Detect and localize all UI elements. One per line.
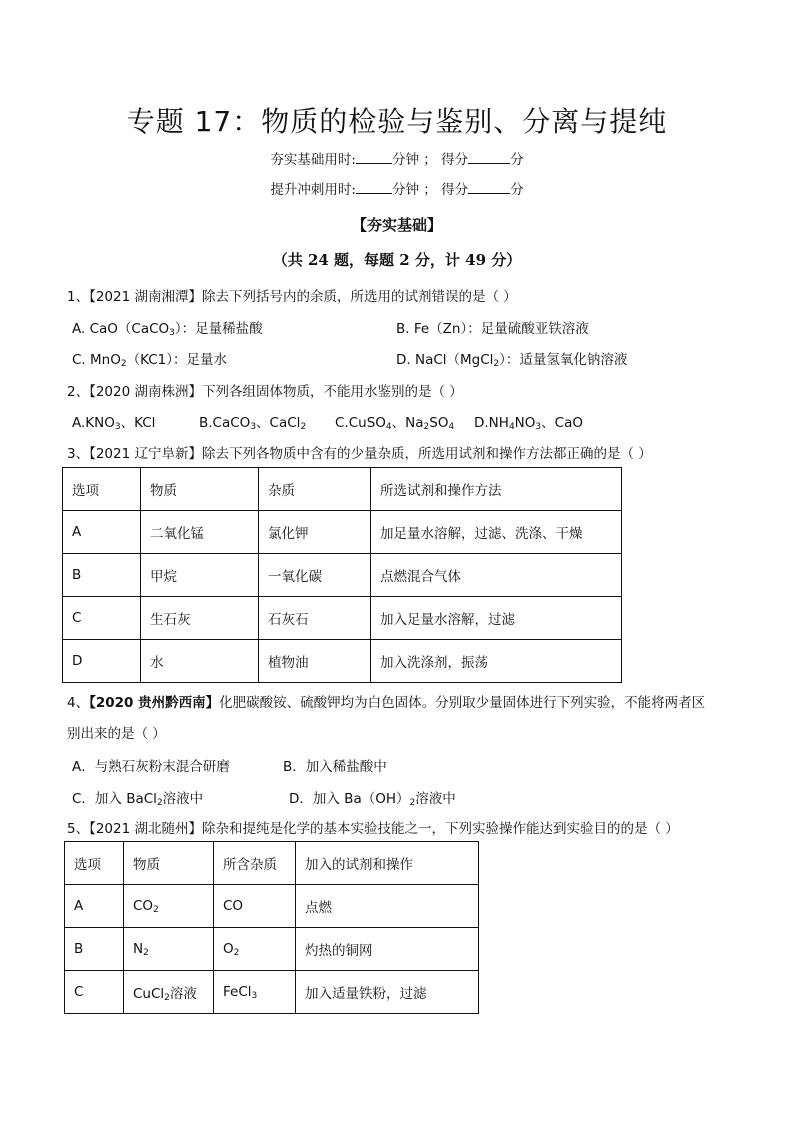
score-blank[interactable]	[468, 151, 510, 164]
q3-table	[62, 467, 622, 683]
q1-option-c[interactable]	[72, 348, 227, 369]
time-label: 夯实基础用时:	[270, 152, 356, 168]
subscript: 2	[153, 904, 159, 915]
time-line-basic	[0, 148, 794, 168]
question-3	[67, 442, 652, 462]
table-cell: 点燃混合气体	[371, 554, 622, 597]
question-source: 【2020 贵州黔西南】	[89, 695, 220, 711]
table-cell: 二氧化锰	[141, 511, 259, 554]
table-cell: 一氧化碳	[259, 554, 371, 597]
subscript: 2	[493, 359, 500, 369]
option-text: C. MnO	[72, 352, 121, 368]
table-cell: C	[63, 597, 141, 640]
time-blank[interactable]	[356, 151, 392, 164]
table-row	[63, 511, 622, 554]
option-text: B.CaCO	[199, 415, 251, 431]
option-text: ）：适量氢氧化钠溶液	[499, 352, 628, 368]
option-text: 溶液中	[415, 791, 456, 807]
option-text: 、KCl	[120, 415, 156, 431]
q5-table	[64, 841, 479, 1014]
q4-option-c[interactable]	[72, 787, 203, 808]
table-cell: B	[65, 928, 124, 971]
table-cell	[214, 885, 296, 928]
table-header-row	[63, 468, 622, 511]
q1-option-a[interactable]	[72, 317, 263, 338]
subscript: 3	[169, 328, 175, 338]
option-text: A. CaO（CaCO	[72, 321, 170, 337]
section-subtitle: （共 24 题，每题 2 分，计 49 分）	[272, 251, 522, 269]
time-label: 提升冲刺用时:	[270, 182, 356, 198]
table-cell: 水	[141, 640, 259, 683]
question-number: 3、	[67, 446, 90, 462]
question-stem: 除去下列各物质中含有的少量杂质，所选用试剂和操作方法都正确的是（ ）	[202, 446, 652, 462]
table-cell: A	[63, 511, 141, 554]
q4-option-b[interactable]	[283, 755, 387, 775]
table-header: 所含杂质	[214, 842, 296, 885]
table-header: 物质	[124, 842, 214, 885]
separator: ；	[423, 152, 437, 168]
table-cell: 加入洗涤剂，振荡	[371, 640, 622, 683]
question-stem: 别出来的是（ ）	[67, 726, 166, 742]
table-header: 选项	[63, 468, 141, 511]
time-unit: 分钟	[391, 152, 419, 168]
question-stem: 化肥碳酸铵、硫酸钾均为白色固体。分别取少量固体进行下列实验，不能将两者区	[219, 695, 706, 711]
table-cell: 甲烷	[141, 554, 259, 597]
subscript: 4	[385, 422, 392, 432]
question-4-cont	[67, 722, 166, 742]
table-cell: C	[65, 971, 124, 1014]
subscript: 2	[409, 798, 416, 808]
table-row	[63, 554, 622, 597]
table-cell: A	[65, 885, 124, 928]
subscript: 3	[114, 422, 121, 432]
page-title: 专题 17：物质的检验与鉴别、分离与提纯	[126, 105, 668, 138]
subscript: 2	[300, 422, 307, 432]
table-cell: 植物油	[259, 640, 371, 683]
option-text: N	[133, 940, 144, 957]
table-cell	[124, 928, 214, 971]
subscript: 3	[535, 422, 542, 432]
question-source: 【2021 湖南湘潭】	[89, 289, 202, 305]
score-label: 得分	[441, 152, 469, 168]
table-cell	[124, 885, 214, 928]
q2-option-a[interactable]	[72, 411, 155, 432]
q2-option-b[interactable]	[199, 411, 306, 432]
q2-option-c[interactable]	[335, 411, 454, 432]
table-cell	[214, 928, 296, 971]
table-header: 所选试剂和操作方法	[371, 468, 622, 511]
table-cell: D	[63, 640, 141, 683]
time-blank[interactable]	[356, 181, 392, 194]
table-cell: 加入足量水溶解，过滤	[371, 597, 622, 640]
table-cell	[124, 971, 214, 1014]
option-text: SO	[429, 415, 449, 431]
separator: ；	[423, 182, 437, 198]
subscript: 2	[233, 947, 240, 958]
question-number: 4、	[67, 695, 90, 711]
table-header-row	[65, 842, 479, 885]
question-number: 2、	[67, 384, 90, 400]
table-row	[65, 885, 479, 928]
question-number: 5、	[67, 821, 90, 837]
option-text: D．加入 Ba（OH）	[289, 791, 410, 807]
option-text: C．加入 BaCl	[72, 791, 157, 807]
subscript: 2	[156, 798, 163, 808]
table-header: 选项	[65, 842, 124, 885]
option-text: 、Na	[391, 415, 424, 431]
option-text: CO	[223, 897, 244, 914]
option-text: CuCl	[133, 985, 165, 1002]
q4-option-d[interactable]	[289, 787, 456, 808]
option-text: B. Fe（Zn）：足量硫酸亚铁溶液	[396, 321, 589, 337]
option-text: A．与熟石灰粉末混合研磨	[72, 759, 230, 775]
score-unit: 分	[510, 182, 524, 198]
subscript: 3	[250, 422, 257, 432]
subscript: 2	[164, 992, 170, 1003]
table-cell: 加入适量铁粉，过滤	[296, 971, 479, 1014]
question-2	[67, 380, 463, 400]
q1-option-d[interactable]	[396, 348, 627, 369]
score-blank[interactable]	[468, 181, 510, 194]
question-stem: 除杂和提纯是化学的基本实验技能之一，下列实验操作能达到实验目的的是（ ）	[202, 821, 679, 837]
table-cell: B	[63, 554, 141, 597]
score-label: 得分	[441, 182, 469, 198]
question-number: 1、	[67, 289, 90, 305]
table-header: 物质	[141, 468, 259, 511]
score-unit: 分	[510, 152, 524, 168]
option-text: NO	[514, 415, 536, 431]
q4-option-a[interactable]	[72, 755, 230, 775]
option-text: D. NaCl（MgCl	[396, 352, 494, 368]
table-cell: 氯化钾	[259, 511, 371, 554]
option-text: 、CaCl	[256, 415, 301, 431]
question-source: 【2021 辽宁阜新】	[89, 446, 202, 462]
question-stem: 除去下列括号内的余质，所选用的试剂错误的是（ ）	[202, 289, 517, 305]
table-header: 杂质	[259, 468, 371, 511]
question-source: 【2020 湖南株洲】	[89, 384, 202, 400]
table-cell	[214, 971, 296, 1014]
subscript: 4	[448, 422, 455, 432]
table-row	[63, 640, 622, 683]
option-text: FeCl	[223, 983, 252, 1000]
table-row	[65, 928, 479, 971]
option-text: O	[223, 940, 234, 957]
subscript: 4	[508, 422, 515, 432]
option-text: 、CaO	[541, 415, 583, 431]
table-cell: 生石灰	[141, 597, 259, 640]
question-source: 【2021 湖北随州】	[89, 821, 202, 837]
option-text: D.NH	[474, 415, 509, 431]
subscript: 2	[423, 422, 430, 432]
question-4	[67, 691, 705, 711]
time-line-advanced	[0, 178, 794, 198]
section-title: 【夯实基础】	[351, 216, 442, 234]
question-5	[67, 817, 679, 837]
option-text: （KC1）：足量水	[126, 352, 227, 368]
option-text: C.CuSO	[335, 415, 386, 431]
subscript: 2	[143, 947, 149, 958]
q1-option-b[interactable]	[396, 317, 589, 337]
option-text: B．加入稀盐酸中	[283, 759, 387, 775]
table-row	[65, 971, 479, 1014]
q2-option-d[interactable]	[474, 411, 583, 432]
table-cell: 石灰石	[259, 597, 371, 640]
option-text: A.KNO	[72, 415, 115, 431]
option-text: ）：足量稀盐酸	[174, 321, 263, 337]
table-cell: 点燃	[296, 885, 479, 928]
option-text: 溶液中	[162, 791, 204, 807]
table-cell: 加足量水溶解，过滤、洗涤、干燥	[371, 511, 622, 554]
subscript: 3	[251, 990, 258, 1001]
option-text: CO	[133, 897, 154, 914]
question-1	[67, 285, 517, 305]
time-unit: 分钟	[391, 182, 419, 198]
option-text: 溶液	[169, 985, 197, 1002]
table-cell: 灼热的铜网	[296, 928, 479, 971]
subscript: 2	[120, 359, 127, 369]
table-row	[63, 597, 622, 640]
table-header: 加入的试剂和操作	[296, 842, 479, 885]
question-stem: 下列各组固体物质，不能用水鉴别的是（ ）	[202, 384, 463, 400]
